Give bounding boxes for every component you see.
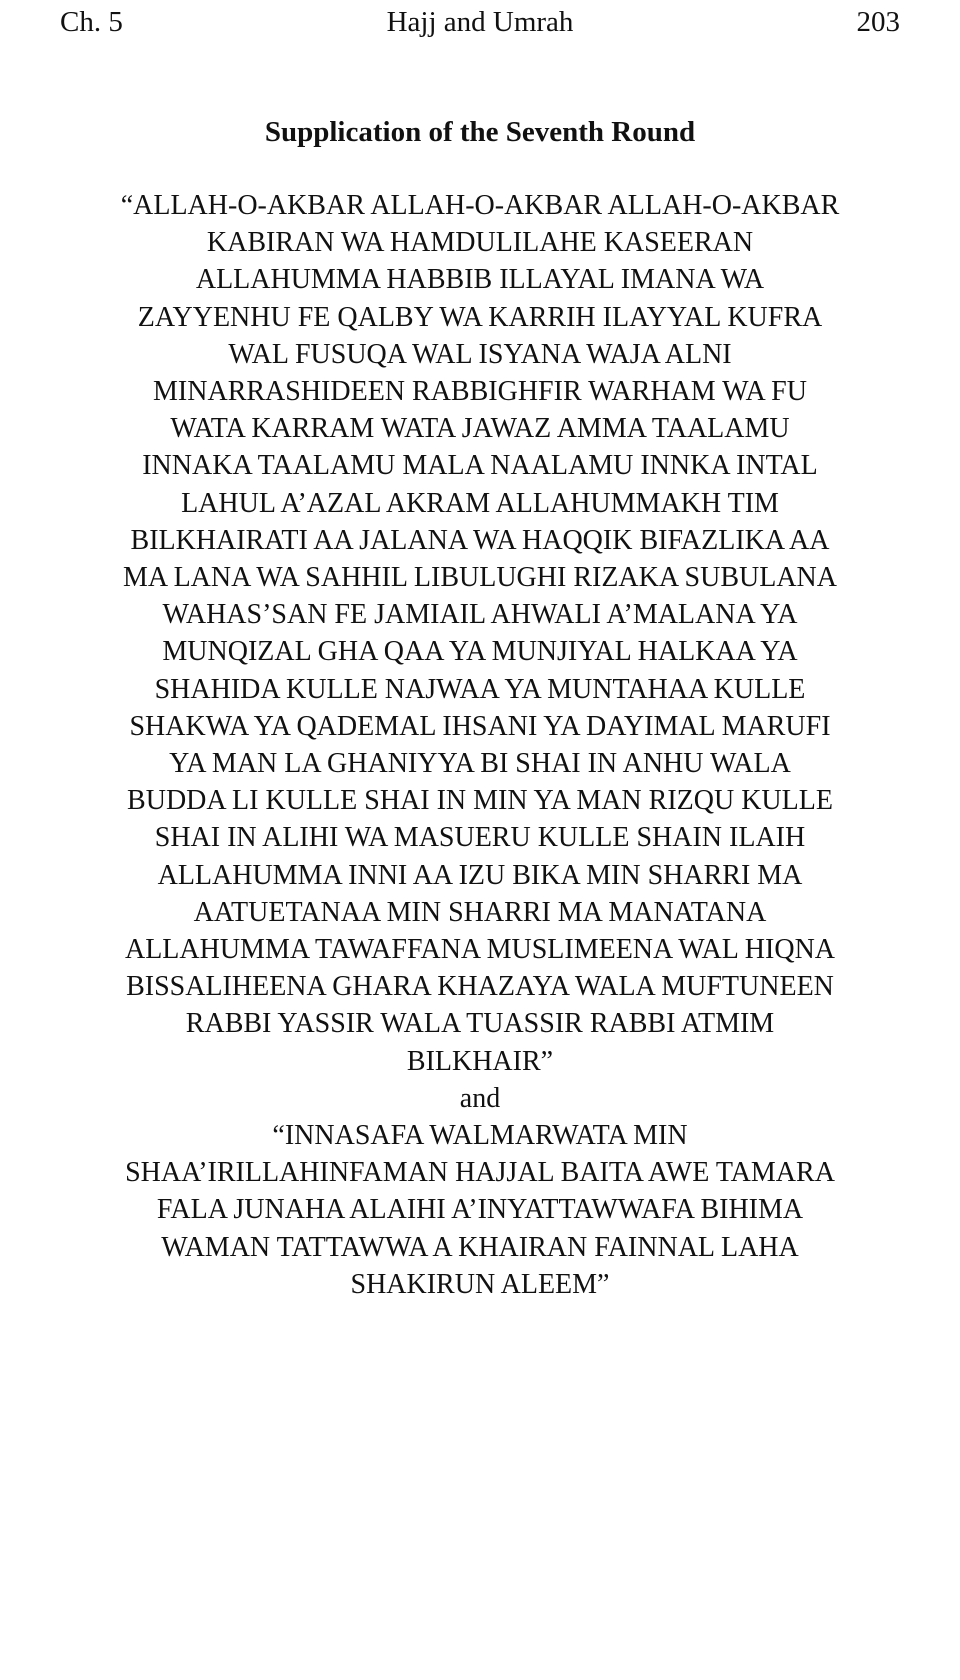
supplication-line: WAL FUSUQA WAL ISYANA WAJA ALNI	[228, 338, 732, 370]
supplication-text	[40, 187, 920, 1303]
supplication-line: BILKHAIRATI AA JALANA WA HAQQIK BIFAZLIKA AA	[130, 524, 830, 556]
supplication-line: SHAHIDA KULLE NAJWAA YA MUNTAHAA KULLE	[154, 673, 806, 705]
supplication-line: ALLAHUMMA HABBIB ILLAYAL IMANA WA	[195, 264, 765, 296]
running-header	[60, 4, 900, 40]
supplication-line: WATA KARRAM WATA JAWAZ AMMA TAALAMU	[170, 413, 790, 445]
chapter-label: Ch. 5	[60, 6, 123, 38]
supplication-line: BUDDA LI KULLE SHAI IN MIN YA MAN RIZQU KULLE	[127, 785, 833, 817]
supplication-line: RABBI YASSIR WALA TUASSIR RABBI ATMIM	[185, 1008, 775, 1040]
supplication-line: YA MAN LA GHANIYYA BI SHAI IN ANHU WALA	[169, 748, 791, 780]
supplication-line: INNAKA TAALAMU MALA NAALAMU INNKA INTAL	[142, 450, 818, 482]
supplication-line: LAHUL A’AZAL AKRAM ALLAHUMMAKH TIM	[181, 487, 779, 519]
second-supplication-line: FALA JUNAHA ALAIHI A’INYATTAWWAFA BIHIMA	[156, 1194, 804, 1226]
second-supplication-line: SHAA’IRILLAHINFAMAN HAJJAL BAITA AWE TAMARA	[125, 1157, 835, 1189]
supplication-line: BILKHAIR”	[406, 1045, 554, 1077]
supplication-line: MINARRASHIDEEN RABBIGHFIR WARHAM WA FU	[153, 376, 807, 408]
second-supplication-line: WAMAN TATTAWWA A KHAIRAN FAINNAL LAHA	[161, 1231, 799, 1263]
supplication-line: MUNQIZAL GHA QAA YA MUNJIYAL HALKAA YA	[162, 636, 798, 668]
book-title: Hajj and Umrah	[386, 6, 574, 38]
supplication-line: SHAI IN ALIHI WA MASUERU KULLE SHAIN ILAIH	[154, 822, 806, 854]
page-number: 203	[856, 6, 900, 38]
supplication-line: BISSALIHEENA GHARA KHAZAYA WALA MUFTUNEEN	[126, 971, 834, 1003]
supplication-line: “ALLAH-O-AKBAR ALLAH-O-AKBAR ALLAH-O-AKBAR	[120, 190, 840, 221]
supplication-line: ZAYYENHU FE QALBY WA KARRIH ILAYYAL KUFRA	[137, 301, 823, 333]
supplication-line: ALLAHUMMA INNI AA IZU BIKA MIN SHARRI MA	[157, 859, 803, 891]
section-title: Supplication of the Seventh Round	[264, 116, 696, 148]
supplication-line: WAHAS’SAN FE JAMIAIL AHWALI A’MALANA YA	[162, 599, 798, 631]
supplication-line: MA LANA WA SAHHIL LIBULUGHI RIZAKA SUBULANA	[123, 562, 837, 594]
supplication-line: ALLAHUMMA TAWAFFANA MUSLIMEENA WAL HIQNA	[124, 934, 836, 966]
second-supplication-line: SHAKIRUN ALEEM”	[350, 1268, 610, 1300]
second-supplication-line: “INNASAFA WALMARWATA MIN	[272, 1120, 688, 1152]
supplication-line: KABIRAN WA HAMDULILAHE KASEERAN	[206, 227, 754, 259]
supplication-line: SHAKWA YA QADEMAL IHSANI YA DAYIMAL MARUFI	[129, 710, 831, 742]
connector-word: and	[459, 1082, 501, 1114]
supplication-line: AATUETANAA MIN SHARRI MA MANATANA	[193, 896, 767, 928]
